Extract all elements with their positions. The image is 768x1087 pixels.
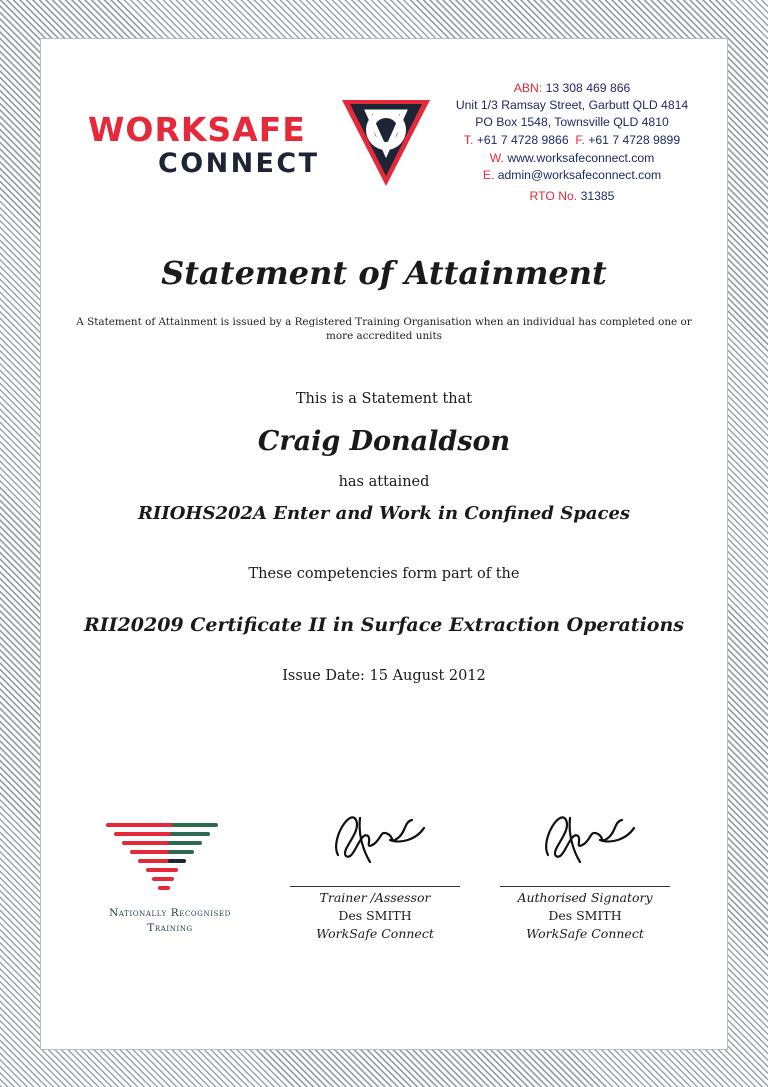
signatory-authorised (500, 886, 670, 943)
signatory-org: WorkSafe Connect (316, 926, 434, 941)
signatory-trainer (290, 886, 460, 943)
contact-address1: Unit 1/3 Ramsay Street, Garbutt QLD 4814 (455, 98, 689, 112)
intro-text: A Statement of Attainment is issued by a Registered Training Organisation when an individual has completed one or more accredited units (76, 316, 692, 342)
contact-web: W. www.worksafeconnect.com (489, 151, 655, 165)
signatory-org: WorkSafe Connect (526, 926, 644, 941)
signature-rule (500, 886, 670, 887)
logo-wordmark-line2: CONNECT (158, 148, 320, 179)
signature-image (320, 800, 430, 870)
signatory-name: Des SMITH (338, 908, 412, 923)
signature-image (530, 800, 640, 870)
qualification-title: RII20209 Certificate II in Surface Extraction Operations (83, 614, 684, 636)
attained-line: has attained (338, 474, 430, 490)
contact-abn: ABN: 13 308 469 866 (513, 81, 631, 95)
contact-rto: RTO No. 31385 (529, 189, 615, 203)
signatory-role: Trainer /Assessor (319, 890, 431, 905)
issue-date: Issue Date: 15 August 2012 (282, 668, 486, 684)
contact-phone-fax: T. +61 7 4728 9866 F. +61 7 4728 9899 (463, 133, 681, 147)
unit-of-competency: RIIOHS202A Enter and Work in Confined Spaces (137, 503, 631, 524)
nrt-caption: Nationally Recognised Training (109, 907, 231, 934)
signatory-role: Authorised Signatory (517, 890, 653, 905)
signature-rule (290, 886, 460, 887)
logo-wordmark-line1: WORKSAFE (88, 110, 306, 149)
statement-line: This is a Statement that (295, 391, 473, 407)
competencies-line: These competencies form part of the (248, 566, 520, 582)
recipient-name: Craig Donaldson (257, 426, 511, 457)
certificate-title: Statement of Attainment (161, 254, 607, 292)
signatory-name: Des SMITH (548, 908, 622, 923)
nrt-logo-icon (104, 820, 224, 898)
contact-email: E. admin@worksafeconnect.com (482, 168, 662, 182)
contact-address2: PO Box 1548, Townsville QLD 4810 (475, 115, 669, 129)
shield-logo-icon (338, 96, 434, 188)
